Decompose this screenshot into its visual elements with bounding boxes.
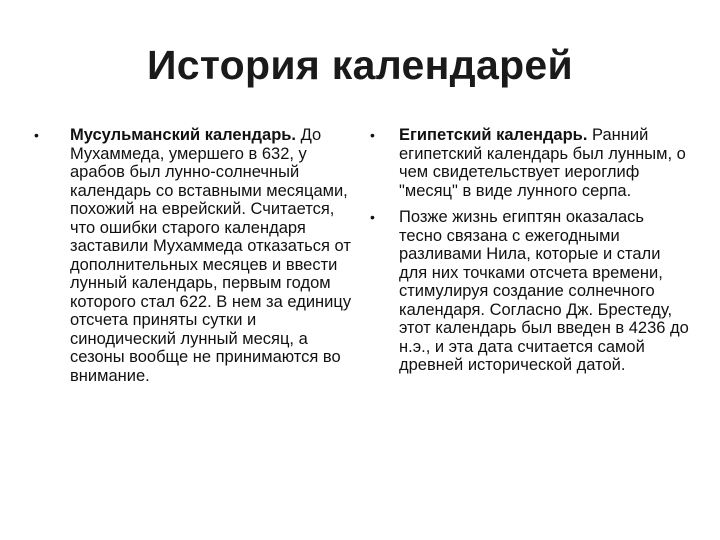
right-column	[370, 126, 690, 383]
bullet-icon: •	[370, 209, 375, 225]
bullet-heading: Мусульманский календарь.	[70, 126, 297, 144]
bullet-text	[70, 126, 354, 385]
bullet-text	[399, 208, 690, 375]
bullet-icon: •	[370, 127, 375, 143]
bullet-text	[399, 126, 690, 200]
bullet-item	[370, 126, 690, 200]
bullet-body: Позже жизнь египтян оказалась тесно связана с ежегодными разливами Нила, которые и стали для них точками отсчета времени, стимулируя создание солнечного календаря. Согласно Дж. Брестеду, этот календарь был введен в 4236 до н.э., и эта дата считается самой древней исторической датой.	[399, 208, 689, 374]
bullet-item	[370, 208, 690, 375]
bullet-body: До Мухаммеда, умершего в 632, у арабов был лунно-солнечный календарь со вставными месяцами, похожий на еврейский. Считается, что ошибки старого календаря заставили Мухаммеда отказаться от дополнительных месяцев и ввести лунный календарь, первым годом которого стал 622. В нем за единицу отсчета приняты сутки и синодический лунный месяц, а сезоны вообще не принимаются во внимание.	[70, 126, 352, 385]
left-column	[34, 126, 354, 393]
bullet-icon: •	[34, 127, 39, 143]
slide-title: История календарей	[146, 42, 574, 88]
bullet-heading: Египетский календарь.	[399, 126, 588, 144]
bullet-item	[34, 126, 354, 385]
bullet-body: Ранний египетский календарь был лунным, о чем свидетельствует иероглиф "месяц" в виде лунного серпа.	[399, 126, 686, 200]
